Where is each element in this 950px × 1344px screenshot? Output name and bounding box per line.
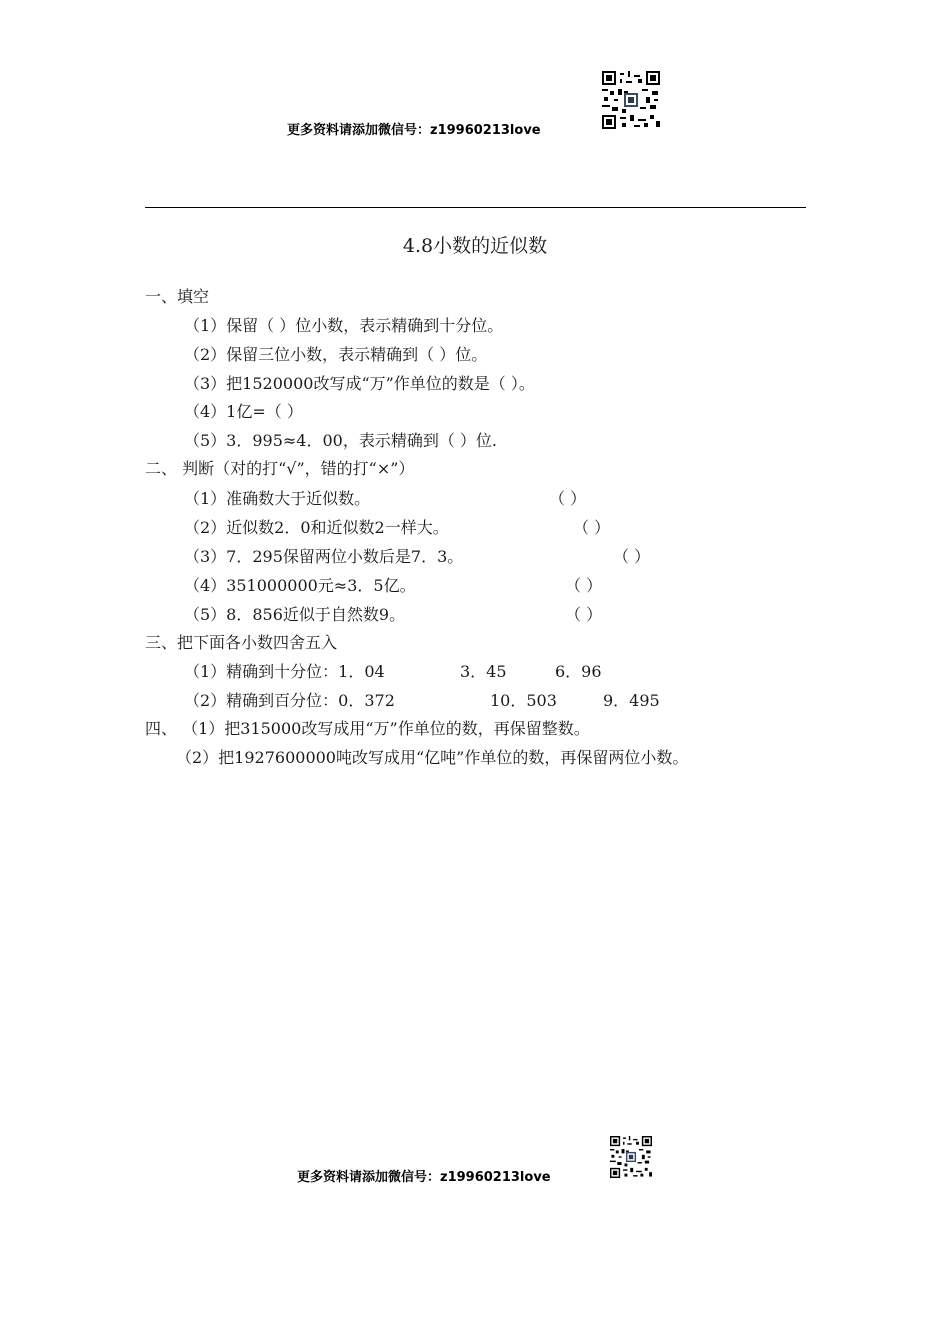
section3-row-2-value-2: 9．495 <box>603 691 660 710</box>
section4-line-1: 四、 （1）把315000改写成用“万”作单位的数，再保留整数。 <box>145 719 590 738</box>
section2-item-3-blank: （ ） <box>613 547 651 566</box>
section3-row-2-value-1: 10．503 <box>490 691 557 710</box>
section2-heading: 二、 判断（对的打“√”，错的打“×”） <box>145 459 415 478</box>
section3-row-2-label: （2）精确到百分位：0．372 <box>184 691 395 710</box>
qr-code-icon <box>602 71 660 129</box>
section2-item-2-blank: （ ） <box>573 518 611 537</box>
section4-line-2: （2）把1927600000吨改写成用“亿吨”作单位的数，再保留两位小数。 <box>176 748 689 767</box>
section1-item-1: （1）保留（ ）位小数，表示精确到十分位。 <box>184 316 504 335</box>
section2-item-1: （1）准确数大于近似数。 <box>184 489 371 508</box>
section3-row-1-value-2: 6．96 <box>555 662 602 681</box>
section2-item-1-blank: （ ） <box>549 489 587 508</box>
footer-qr-code-icon <box>610 1136 652 1178</box>
section3-row-1-value-1: 3．45 <box>460 662 507 681</box>
header-text: 更多资料请添加微信号：z19960213love <box>287 123 541 138</box>
section2-item-4-blank: （ ） <box>565 576 603 595</box>
section1-item-3: （3）把1520000改写成“万”作单位的数是（ ）。 <box>184 374 535 393</box>
section3-row-1-label: （1）精确到十分位：1．04 <box>184 662 385 681</box>
footer-text: 更多资料请添加微信号：z19960213love <box>297 1170 551 1185</box>
section1-heading: 一、填空 <box>145 287 210 306</box>
section2-item-4: （4）351000000元≈3．5亿。 <box>184 576 416 595</box>
section2-item-5-blank: （ ） <box>565 605 603 624</box>
section3-heading: 三、把下面各小数四舍五入 <box>145 633 338 652</box>
page-title: 4.8小数的近似数 <box>402 235 548 257</box>
section1-item-2: （2）保留三位小数，表示精确到（ ）位。 <box>184 345 488 364</box>
section1-item-5: （5）3．995≈4．00，表示精确到（ ）位. <box>184 431 498 450</box>
section1-item-4: （4）1亿=（ ） <box>184 402 303 421</box>
section2-item-5: （5）8．856近似于自然数9。 <box>184 605 406 624</box>
section2-item-3: （3）7．295保留两位小数后是7．3。 <box>184 547 464 566</box>
section2-item-2: （2）近似数2．0和近似数2一样大。 <box>184 518 449 537</box>
header-rule <box>145 207 806 208</box>
